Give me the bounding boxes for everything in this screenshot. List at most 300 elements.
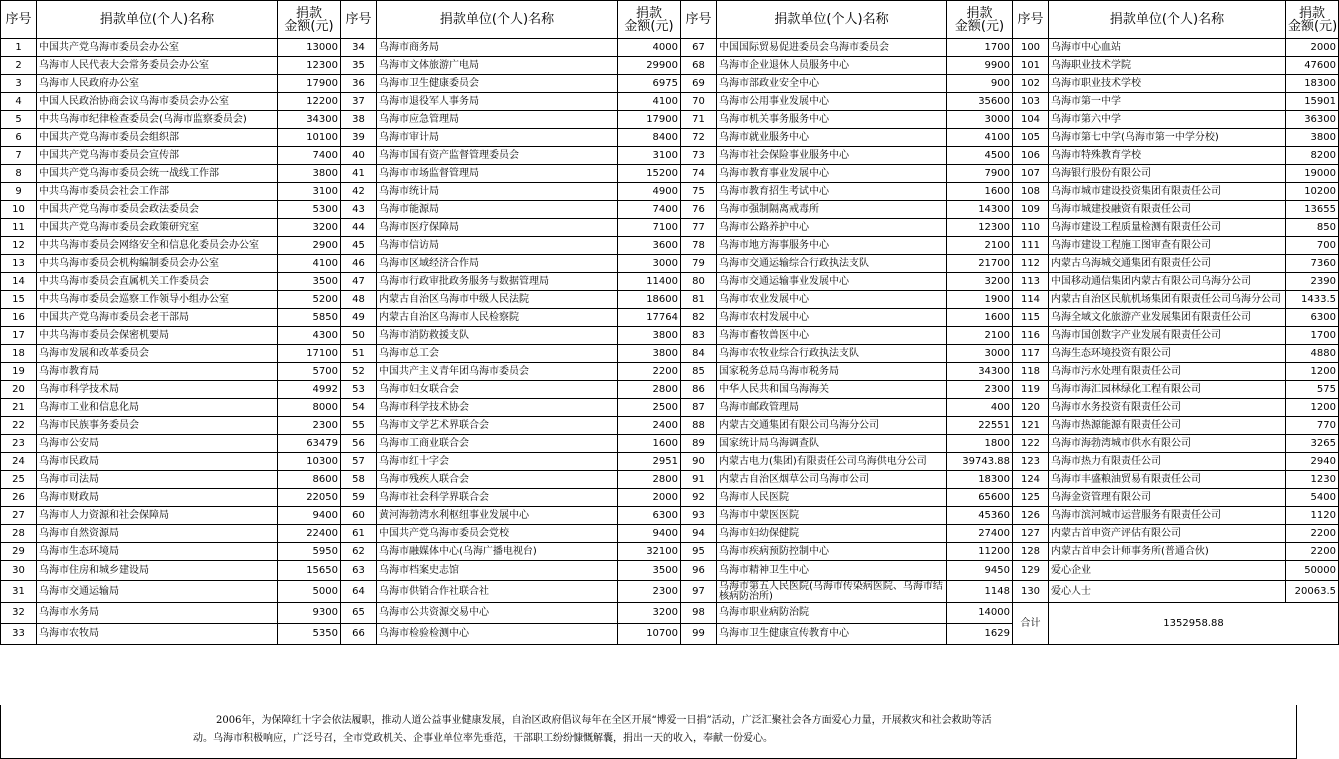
header-name: 捐款单位(个人)名称: [377, 1, 618, 39]
header-row: [1, 1, 1339, 39]
donation-amount: 4300: [278, 327, 341, 345]
donation-amount: 3265: [1286, 435, 1339, 453]
donor-name: 乌海市污水处理有限责任公司: [1049, 363, 1286, 381]
donation-amount: 3800: [1286, 129, 1339, 147]
donation-amount: 1200: [1286, 363, 1339, 381]
donation-amount: 34300: [947, 363, 1013, 381]
donation-amount: 47600: [1286, 57, 1339, 75]
donation-amount: 4992: [278, 381, 341, 399]
donation-amount: 14300: [947, 201, 1013, 219]
donor-name: 乌海市财政局: [37, 489, 278, 507]
donation-amount: 17100: [278, 345, 341, 363]
donation-amount: 10200: [1286, 183, 1339, 201]
donation-amount: 2800: [618, 381, 681, 399]
row-seq: 41: [341, 165, 377, 183]
row-seq: 70: [681, 93, 717, 111]
row-seq: 16: [1, 309, 37, 327]
donor-name: 乌海市工商业联合会: [377, 435, 618, 453]
row-seq: 50: [341, 327, 377, 345]
row-seq: 120: [1013, 399, 1049, 417]
row-seq: 130: [1013, 581, 1049, 603]
donation-amount: 3000: [947, 345, 1013, 363]
donor-name: 乌海市卫生健康委员会: [377, 75, 618, 93]
table-row: [1, 147, 1339, 165]
donor-name: 中共乌海市委员会社会工作部: [37, 183, 278, 201]
donor-name: 中国人民政治协商会议乌海市委员会办公室: [37, 93, 278, 111]
donor-name: 乌海市教育局: [37, 363, 278, 381]
row-seq: 13: [1, 255, 37, 273]
donation-amount: 50000: [1286, 561, 1339, 581]
row-seq: 108: [1013, 183, 1049, 201]
donation-amount: 5850: [278, 309, 341, 327]
donation-amount: 3800: [618, 345, 681, 363]
row-seq: 122: [1013, 435, 1049, 453]
donation-amount: 1148: [947, 581, 1013, 603]
row-seq: 18: [1, 345, 37, 363]
donor-name: 乌海市中蒙医医院: [717, 507, 947, 525]
row-seq: 24: [1, 453, 37, 471]
donation-amount: 3000: [618, 255, 681, 273]
donation-amount: 1700: [947, 39, 1013, 57]
row-seq: 105: [1013, 129, 1049, 147]
donation-amount: 5350: [278, 624, 341, 645]
row-seq: 1: [1, 39, 37, 57]
row-seq: 27: [1, 507, 37, 525]
donor-name: 乌海市部政业安全中心: [717, 75, 947, 93]
donor-name: 乌海市科学技术局: [37, 381, 278, 399]
donor-name: 乌海市疾病预防控制中心: [717, 543, 947, 561]
donation-amount: 12300: [947, 219, 1013, 237]
donor-name: 乌海市应急管理局: [377, 111, 618, 129]
donor-name: 乌海全域文化旅游产业发展集团有限责任公司: [1049, 309, 1286, 327]
header-name: 捐款单位(个人)名称: [1049, 1, 1286, 39]
row-seq: 76: [681, 201, 717, 219]
row-seq: 82: [681, 309, 717, 327]
row-seq: 56: [341, 435, 377, 453]
row-seq: 113: [1013, 273, 1049, 291]
table-row: [1, 57, 1339, 75]
row-seq: 117: [1013, 345, 1049, 363]
table-row: [1, 399, 1339, 417]
row-seq: 54: [341, 399, 377, 417]
header-seq: 序号: [1, 1, 37, 39]
row-seq: 93: [681, 507, 717, 525]
row-seq: 104: [1013, 111, 1049, 129]
donor-name: 乌海市红十字会: [377, 453, 618, 471]
donor-name: 中国共产党乌海市委员会党校: [377, 525, 618, 543]
donor-name: 中华人民共和国乌海海关: [717, 381, 947, 399]
donation-amount: 4900: [618, 183, 681, 201]
row-seq: 129: [1013, 561, 1049, 581]
donation-amount: 1600: [947, 183, 1013, 201]
donation-amount: 36300: [1286, 111, 1339, 129]
donation-amount: 4100: [947, 129, 1013, 147]
donor-name: 国家统计局乌海调查队: [717, 435, 947, 453]
donation-amount: 770: [1286, 417, 1339, 435]
donation-amount: 575: [1286, 381, 1339, 399]
row-seq: 83: [681, 327, 717, 345]
donor-name: 乌海市公路养护中心: [717, 219, 947, 237]
donation-amount: 18300: [947, 471, 1013, 489]
row-seq: 58: [341, 471, 377, 489]
donation-amount: 4000: [618, 39, 681, 57]
donation-amount: 2300: [278, 417, 341, 435]
row-seq: 119: [1013, 381, 1049, 399]
donation-amount: 5000: [278, 581, 341, 603]
row-seq: 116: [1013, 327, 1049, 345]
donation-amount: 1433.5: [1286, 291, 1339, 309]
header-amount: [1286, 1, 1339, 39]
row-seq: 69: [681, 75, 717, 93]
table-row: [1, 345, 1339, 363]
donor-name: 乌海市退役军人事务局: [377, 93, 618, 111]
donor-name: 中共乌海市委员会巡察工作领导小组办公室: [37, 291, 278, 309]
donor-name: 中国共产党乌海市委员会统一战线工作部: [37, 165, 278, 183]
header-amount-line-2: 金额(元): [624, 18, 674, 34]
donation-amount: 3200: [618, 603, 681, 624]
header-amount-line-2: 金额(元): [954, 18, 1005, 34]
donor-name: 乌海市民族事务委员会: [37, 417, 278, 435]
row-seq: 94: [681, 525, 717, 543]
donor-name: 乌海市档案史志馆: [377, 561, 618, 581]
row-seq: 5: [1, 111, 37, 129]
donor-name: 乌海市交通运输事业发展中心: [717, 273, 947, 291]
donor-name: 乌海市统计局: [377, 183, 618, 201]
donor-name: 黄河海勃湾水利枢纽事业发展中心: [377, 507, 618, 525]
donation-amount: 2200: [1286, 543, 1339, 561]
table-row: [1, 581, 1339, 603]
row-seq: 28: [1, 525, 37, 543]
footnote-line-1: 2006年，为保障红十字会依法履职，推动人道公益事业健康发展，自治区政府倡议每年在全区开展“博爱一日捐”活动，广泛汇聚社会各方面爱心力量，开展救灾和社会救助等活: [216, 715, 992, 726]
donor-name: 乌海市商务局: [377, 39, 618, 57]
row-seq: 2: [1, 57, 37, 75]
donor-name: 乌海市畜牧兽医中心: [717, 327, 947, 345]
donor-name: 乌海市信访局: [377, 237, 618, 255]
donation-amount: 15200: [618, 165, 681, 183]
donor-name: 乌海市发展和改革委员会: [37, 345, 278, 363]
donation-amount: 8200: [1286, 147, 1339, 165]
donation-amount: 10700: [618, 624, 681, 645]
row-seq: 64: [341, 581, 377, 603]
donor-name: 乌海市第一中学: [1049, 93, 1286, 111]
row-seq: 19: [1, 363, 37, 381]
donor-name: 乌海市丰盛粮油贸易有限责任公司: [1049, 471, 1286, 489]
table-row: [1, 327, 1339, 345]
donation-amount: 1600: [618, 435, 681, 453]
donor-name: 乌海市邮政管理局: [717, 399, 947, 417]
donation-amount: 2940: [1286, 453, 1339, 471]
donation-amount: 20063.5: [1286, 581, 1339, 603]
donor-name: 中国移动通信集团内蒙古有限公司乌海分公司: [1049, 273, 1286, 291]
donation-amount: 2500: [618, 399, 681, 417]
donation-amount: 15901: [1286, 93, 1339, 111]
donation-amount: 900: [947, 75, 1013, 93]
donation-amount: 1700: [1286, 327, 1339, 345]
donation-amount: 9400: [278, 507, 341, 525]
donor-name: 乌海市滨河城市运营服务有限责任公司: [1049, 507, 1286, 525]
donation-amount: 2000: [618, 489, 681, 507]
donor-name: 乌海市热源能源有限责任公司: [1049, 417, 1286, 435]
row-seq: 71: [681, 111, 717, 129]
table-row: [1, 471, 1339, 489]
donor-name: 内蒙古首申资产评估有限公司: [1049, 525, 1286, 543]
row-seq: 100: [1013, 39, 1049, 57]
donation-amount: 7360: [1286, 255, 1339, 273]
donation-amount: 2100: [947, 327, 1013, 345]
donation-amount: 5200: [278, 291, 341, 309]
row-seq: 75: [681, 183, 717, 201]
donor-name: 内蒙古乌海城交通集团有限责任公司: [1049, 255, 1286, 273]
header-amount-line-2: 金额(元): [284, 18, 334, 34]
donor-name: 乌海市精神卫生中心: [717, 561, 947, 581]
donation-amount: 4500: [947, 147, 1013, 165]
row-seq: 43: [341, 201, 377, 219]
donor-name: 乌海市文体旅游广电局: [377, 57, 618, 75]
row-seq: 32: [1, 603, 37, 624]
donor-name: 乌海生态环境投资有限公司: [1049, 345, 1286, 363]
donor-name: 乌海市行政审批政务服务与数据管理局: [377, 273, 618, 291]
row-seq: 118: [1013, 363, 1049, 381]
row-seq: 79: [681, 255, 717, 273]
donation-amount: 6975: [618, 75, 681, 93]
row-seq: 10: [1, 201, 37, 219]
row-seq: 128: [1013, 543, 1049, 561]
row-seq: 59: [341, 489, 377, 507]
row-seq: 95: [681, 543, 717, 561]
row-seq: 17: [1, 327, 37, 345]
donation-amount: 22551: [947, 417, 1013, 435]
donation-amount: 2800: [618, 471, 681, 489]
donor-name: 乌海市检验检测中心: [377, 624, 618, 645]
donor-name: 中国国际贸易促进委员会乌海市委员会: [717, 39, 947, 57]
donation-amount: 3100: [618, 147, 681, 165]
donor-name: 乌海市国有资产监督管理委员会: [377, 147, 618, 165]
table-row: [1, 93, 1339, 111]
donor-name: 乌海市市场监督管理局: [377, 165, 618, 183]
donor-name: 乌海市建设工程施工图审查有限公司: [1049, 237, 1286, 255]
header-amount: [618, 1, 681, 39]
row-seq: 62: [341, 543, 377, 561]
donor-name: 乌海市建设工程质量检测有限责任公司: [1049, 219, 1286, 237]
donor-name: 内蒙古自治区烟草公司乌海市公司: [717, 471, 947, 489]
donor-name: 内蒙古首申会计师事务所(普通合伙): [1049, 543, 1286, 561]
row-seq: 52: [341, 363, 377, 381]
donor-name: 乌海市第七中学(乌海市第一中学分校): [1049, 129, 1286, 147]
row-seq: 35: [341, 57, 377, 75]
donation-amount: 2300: [618, 581, 681, 603]
row-seq: 85: [681, 363, 717, 381]
row-seq: 60: [341, 507, 377, 525]
row-seq: 127: [1013, 525, 1049, 543]
row-seq: 98: [681, 603, 717, 624]
row-seq: 48: [341, 291, 377, 309]
donor-name: 乌海市人民医院: [717, 489, 947, 507]
donor-name: 乌海市第六中学: [1049, 111, 1286, 129]
donor-name: 内蒙古自治区乌海市中级人民法院: [377, 291, 618, 309]
donation-amount: 850: [1286, 219, 1339, 237]
donor-name: 内蒙古自治区乌海市人民检察院: [377, 309, 618, 327]
donor-name: 乌海市就业服务中心: [717, 129, 947, 147]
donor-name: 乌海市企业退休人员服务中心: [717, 57, 947, 75]
row-seq: 47: [341, 273, 377, 291]
donor-name: 乌海市工业和信息化局: [37, 399, 278, 417]
donor-name: 乌海市残疾人联合会: [377, 471, 618, 489]
donation-amount: 2300: [947, 381, 1013, 399]
donation-amount: 15650: [278, 561, 341, 581]
row-seq: 36: [341, 75, 377, 93]
donor-name: 乌海市总工会: [377, 345, 618, 363]
row-seq: 106: [1013, 147, 1049, 165]
donation-amount: 7400: [278, 147, 341, 165]
table-row: [1, 417, 1339, 435]
donation-amount: 9300: [278, 603, 341, 624]
row-seq: 9: [1, 183, 37, 201]
row-seq: 4: [1, 93, 37, 111]
donation-amount: 3800: [278, 165, 341, 183]
donor-name: 乌海市地方海事服务中心: [717, 237, 947, 255]
row-seq: 25: [1, 471, 37, 489]
row-seq: 111: [1013, 237, 1049, 255]
row-seq: 99: [681, 624, 717, 645]
row-seq: 61: [341, 525, 377, 543]
donor-name: 乌海银行股份有限公司: [1049, 165, 1286, 183]
donor-name: 乌海市交通运输综合行政执法支队: [717, 255, 947, 273]
donation-amount: 11200: [947, 543, 1013, 561]
donor-name: 中共乌海市委员会保密机要局: [37, 327, 278, 345]
donation-amount: 7400: [618, 201, 681, 219]
donation-amount: 9450: [947, 561, 1013, 581]
donor-name: 乌海市民政局: [37, 453, 278, 471]
donor-name: 乌海市公共资源交易中心: [377, 603, 618, 624]
donation-amount: 2200: [1286, 525, 1339, 543]
donor-name: 乌海市医疗保障局: [377, 219, 618, 237]
row-seq: 124: [1013, 471, 1049, 489]
donor-name: 乌海市强制隔离戒毒所: [717, 201, 947, 219]
donation-amount: 3600: [618, 237, 681, 255]
donation-amount: 45360: [947, 507, 1013, 525]
donor-name: 中国共产党乌海市委员会组织部: [37, 129, 278, 147]
donation-amount: 9400: [618, 525, 681, 543]
donation-amount: 1200: [1286, 399, 1339, 417]
donation-amount: 13000: [278, 39, 341, 57]
donor-name: 乌海市教育招生考试中心: [717, 183, 947, 201]
donation-amount: 4880: [1286, 345, 1339, 363]
donor-name: 乌海市卫生健康宣传教育中心: [717, 624, 947, 645]
donor-name: 乌海市水务投资有限责任公司: [1049, 399, 1286, 417]
donor-name: 乌海市农业发展中心: [717, 291, 947, 309]
table-row: [1, 75, 1339, 93]
donor-name: 乌海市农牧局: [37, 624, 278, 645]
row-seq: 103: [1013, 93, 1049, 111]
donation-amount: 22050: [278, 489, 341, 507]
donor-name: 乌海市公用事业发展中心: [717, 93, 947, 111]
donor-name: 乌海金资管理有限公司: [1049, 489, 1286, 507]
donation-amount: 11400: [618, 273, 681, 291]
donation-amount: 1120: [1286, 507, 1339, 525]
row-seq: 84: [681, 345, 717, 363]
donor-name: 乌海市人力资源和社会保障局: [37, 507, 278, 525]
donation-amount: 8600: [278, 471, 341, 489]
row-seq: 21: [1, 399, 37, 417]
header-amount: [278, 1, 341, 39]
row-seq: 40: [341, 147, 377, 165]
donor-name: 乌海市国创数字产业发展有限责任公司: [1049, 327, 1286, 345]
donation-amount: 14000: [947, 603, 1013, 624]
donor-name: 乌海市中心血站: [1049, 39, 1286, 57]
donation-amount: 3200: [947, 273, 1013, 291]
row-seq: 80: [681, 273, 717, 291]
header-amount: [947, 1, 1013, 39]
donor-name: 乌海市农村发展中心: [717, 309, 947, 327]
table-row: [1, 453, 1339, 471]
row-seq: 88: [681, 417, 717, 435]
row-seq: 115: [1013, 309, 1049, 327]
donation-amount: 2900: [278, 237, 341, 255]
donor-name: 中国共产主义青年团乌海市委员会: [377, 363, 618, 381]
donation-amount: 2390: [1286, 273, 1339, 291]
row-seq: 81: [681, 291, 717, 309]
table-row: [1, 255, 1339, 273]
donor-name: 乌海市妇幼保健院: [717, 525, 947, 543]
row-seq: 39: [341, 129, 377, 147]
row-seq: 12: [1, 237, 37, 255]
donation-amount: 2400: [618, 417, 681, 435]
donation-amount: 17764: [618, 309, 681, 327]
donation-amount: 3100: [278, 183, 341, 201]
donation-amount: 7100: [618, 219, 681, 237]
row-seq: 107: [1013, 165, 1049, 183]
row-seq: 66: [341, 624, 377, 645]
donor-name: 乌海市农牧业综合行政执法支队: [717, 345, 947, 363]
donation-amount: 6300: [1286, 309, 1339, 327]
row-seq: 72: [681, 129, 717, 147]
donation-amount: 12300: [278, 57, 341, 75]
donation-amount: 3200: [278, 219, 341, 237]
row-seq: 34: [341, 39, 377, 57]
donation-amount: 3800: [618, 327, 681, 345]
row-seq: 14: [1, 273, 37, 291]
row-seq: 102: [1013, 75, 1049, 93]
donation-amount: 2951: [618, 453, 681, 471]
row-seq: 97: [681, 581, 717, 603]
row-seq: 29: [1, 543, 37, 561]
row-seq: 67: [681, 39, 717, 57]
table-row: [1, 237, 1339, 255]
donation-amount: 3500: [618, 561, 681, 581]
table-row: [1, 39, 1339, 57]
table-row: [1, 201, 1339, 219]
row-seq: 96: [681, 561, 717, 581]
header-amount-line-1: 捐款: [295, 5, 322, 21]
donation-amount: 34300: [278, 111, 341, 129]
donor-name: 乌海市能源局: [377, 201, 618, 219]
donation-amount: 18300: [1286, 75, 1339, 93]
donor-name: 乌海市第五人民医院(乌海市传染病医院、乌海市结核病防治所): [717, 581, 947, 603]
header-amount-line-1: 捐款: [1298, 5, 1325, 21]
donation-amount: 2200: [618, 363, 681, 381]
row-seq: 22: [1, 417, 37, 435]
donation-amount: 1230: [1286, 471, 1339, 489]
donor-name: 乌海市自然资源局: [37, 525, 278, 543]
donor-name: 乌海市社会保险事业服务中心: [717, 147, 947, 165]
row-seq: 20: [1, 381, 37, 399]
donor-name: 乌海市职业技术学校: [1049, 75, 1286, 93]
row-seq: 91: [681, 471, 717, 489]
row-seq: 31: [1, 581, 37, 603]
table-row: [1, 219, 1339, 237]
header-amount-line-2: 金额(元): [1288, 18, 1338, 34]
donor-name: 中共乌海市纪律检查委员会(乌海市监察委员会): [37, 111, 278, 129]
